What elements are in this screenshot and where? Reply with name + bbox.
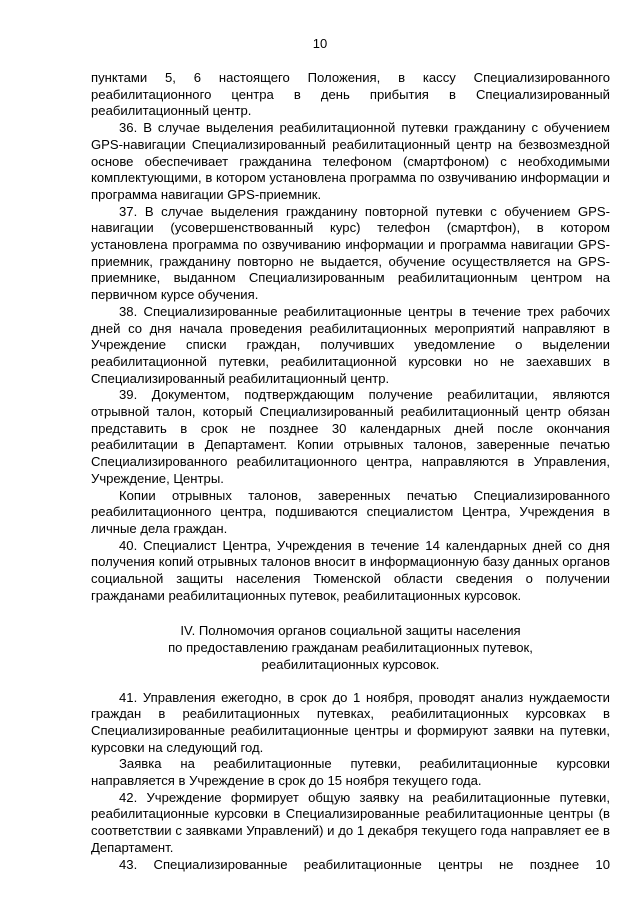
spacer — [91, 673, 610, 690]
paragraph-41: 41. Управления ежегодно, в срок до 1 ноября, проводят анализ нуждаемости граждан в реабилитационных путевках, реабилитационных курсовках в Специализированные реабилитационные центры и формируют заявки на путевки, курсовки на следующий год. — [91, 689, 610, 755]
paragraph-41-request: Заявка на реабилитационные путевки, реабилитационные курсовки направляется в Учреждение в срок до 15 ноября текущего года. — [91, 756, 610, 789]
paragraph-37: 37. В случае выделения гражданину повторной путевки с обучением GPS-навигации (усовершенствованный курс) телефон (смартфон), в котором установлена программа по озвучиванию информации и программа навигации GPS-приемник, гражданину повторно не выдается, обучение осуществляется на GPS-приемнике, выданном Специализированным реабилитационным центром на первичном курсе обучения. — [91, 203, 610, 303]
page-number: 10 — [312, 36, 328, 51]
paragraph-39-copies: Копии отрывных талонов, заверенных печатью Специализированного реабилитационного центра, подшиваются специалистом Центра, Учреждения в личные дела граждан. — [91, 487, 610, 536]
section-heading-line-3: реабилитационных курсовок. — [261, 656, 440, 672]
paragraph-43: 43. Специализированные реабилитационные центры не позднее 10 — [119, 856, 610, 872]
section-heading-line-2: по предоставлению гражданам реабилитационных путевок, — [168, 639, 533, 655]
paragraph-42: 42. Учреждение формирует общую заявку на реабилитационные путевки, реабилитационные курсовки в Специализированные реабилитационные центры (в соответствии с заявками Управлений) и до 1 декабря текущего года направляет ее в Департамент. — [91, 789, 610, 855]
section-heading — [91, 622, 610, 673]
paragraph-continuation: пунктами 5, 6 настоящего Положения, в кассу Специализированного реабилитационного центра в день прибытия в Специализированный реабилитационный центр. — [91, 70, 610, 119]
section-heading-line-1: IV. Полномочия органов социальной защиты населения — [180, 622, 521, 638]
paragraph-40: 40. Специалист Центра, Учреждения в течение 14 календарных дней со дня получения копий отрывных талонов вносит в информационную базу данных органов социальной защиты населения Тюменской области сведения о получении гражданами реабилитационных путевок, реабилитационных курсовок. — [91, 537, 610, 603]
paragraph-39: 39. Документом, подтверждающим получение реабилитации, являются отрывной талон, который Специализированный реабилитационный центр обязан представить в срок не позднее 30 календарных дней после окончания реабилитации в Департамент. Копии отрывных талонов, заверенные печатью Специализированного реабилитационного центра, направляются в Управления, Учреждение, Центры. — [91, 387, 610, 486]
paragraph-38: 38. Специализированные реабилитационные центры в течение трех рабочих дней со дня начала проведения реабилитационных мероприятий направляют в Учреждение списки граждан, получивших уведомление о выделении реабилитационной путевки, реабилитационной курсовки но не заехавших в Специализированный реабилитационный центр. — [91, 303, 610, 386]
paragraph-36: 36. В случае выделения реабилитационной путевки гражданину с обучением GPS-навигации Специализированный реабилитационный центр на безвозмездной основе обеспечивает гражданина телефоном (смартфоном) с необходимыми комплектующими, в котором установлена программа по озвучиванию информации и программа навигации GPS-приемник. — [91, 120, 610, 202]
spacer — [91, 605, 610, 622]
document-body — [91, 70, 610, 873]
